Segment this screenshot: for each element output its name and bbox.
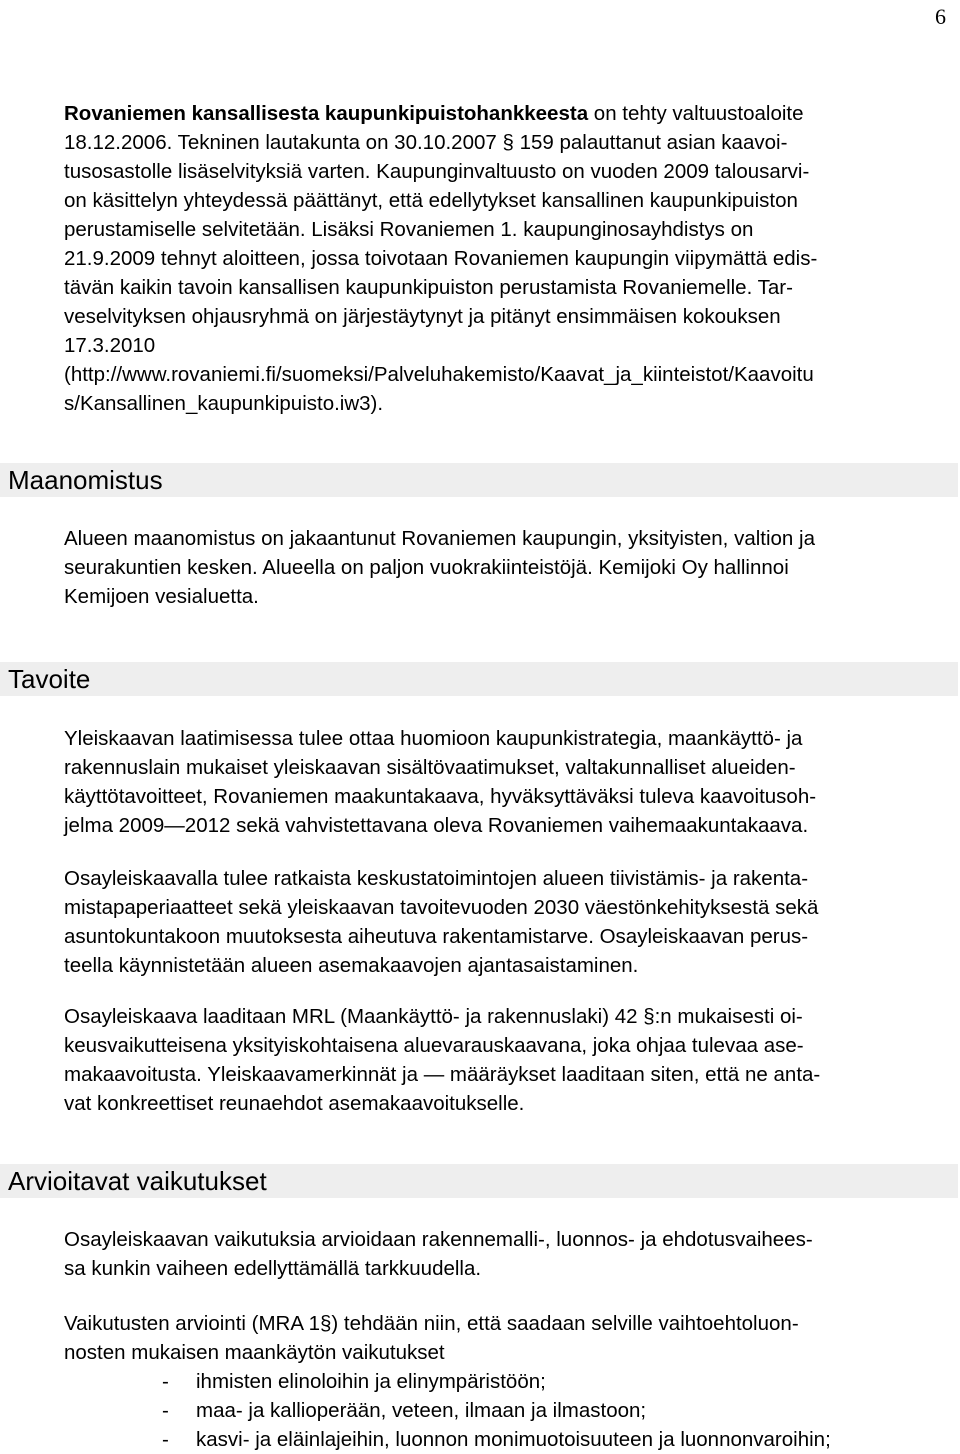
project-name: Rovaniemen kansallisesta kaupunkipuistohankkeesta <box>64 102 589 125</box>
dash-bullet: - <box>162 1428 169 1451</box>
text-line: Osayleiskaavan vaikutuksia arvioidaan rakennemalli-, luonnos- ja ehdotusvaihees- <box>64 1228 813 1251</box>
intro-url-line: (http://www.rovaniemi.fi/suomeksi/Palveluhakemisto/Kaavat_ja_kiinteistot/Kaavoitu <box>64 363 814 386</box>
text-line: makaavoitusta. Yleiskaavamerkinnät ja — määräykset laaditaan siten, että ne anta- <box>64 1063 821 1086</box>
intro-line: 18.12.2006. Tekninen lautakunta on 30.10.2007 § 159 palauttanut asian kaavoi- <box>64 131 788 154</box>
intro-line: veselvityksen ohjausryhmä on järjestäytynyt ja pitänyt ensimmäisen kokouksen <box>64 305 781 328</box>
intro-line: 21.9.2009 tehnyt aloitteen, jossa toivotaan Rovaniemen kaupungin viipymättä edis- <box>64 247 818 270</box>
text-line: vat konkreettiset reunaehdot asemakaavoitukselle. <box>64 1092 525 1115</box>
heading-tavoite: Tavoite <box>0 662 958 696</box>
text-line: asuntokuntakoon muutoksesta aiheutuva rakentamistarve. Osayleiskaavan perus- <box>64 925 809 948</box>
list-item: - maa- ja kallioperään, veteen, ilmaan ja ilmastoon; <box>64 1396 954 1425</box>
text-line: Kemijoen vesialuetta. <box>64 585 259 608</box>
text-line: käyttötavoitteet, Rovaniemen maakuntakaava, hyväksyttäväksi tuleva kaavoitusoh- <box>64 785 817 808</box>
text-line: Alueen maanomistus on jakaantunut Rovaniemen kaupungin, yksityisten, valtion ja <box>64 527 815 550</box>
text-line: jelma 2009—2012 sekä vahvistettavana oleva Rovaniemen vaihemaakuntakaava. <box>64 814 809 837</box>
tavoite-paragraph-1 <box>64 724 954 840</box>
vaikutukset-paragraph-1 <box>64 1225 954 1283</box>
intro-line: tusosastolle lisäselvityksiä varten. Kaupunginvaltuusto on vuoden 2009 talousarvi- <box>64 160 810 183</box>
tavoite-paragraph-2 <box>64 864 954 980</box>
text-line: sa kunkin vaiheen edellyttämällä tarkkuudella. <box>64 1257 482 1280</box>
maanomistus-paragraph <box>64 524 954 611</box>
list-item: - ihmisten elinoloihin ja elinympäristöön; <box>64 1367 954 1396</box>
intro-url-line: s/Kansallinen_kaupunkipuisto.iw3). <box>64 392 384 415</box>
heading-arvioitavat-vaikutukset: Arvioitavat vaikutukset <box>0 1164 958 1198</box>
intro-line: on käsittelyn yhteydessä päättänyt, että edellytykset kansallinen kaupunkipuiston <box>64 189 798 212</box>
vaikutukset-paragraph-2 <box>64 1309 954 1454</box>
text-line: rakennuslain mukaiset yleiskaavan sisältövaatimukset, valtakunnalliset alueiden- <box>64 756 796 779</box>
text-line: nosten mukaisen maankäytön vaikutukset <box>64 1341 445 1364</box>
text-line: keusvaikutteisena yksityiskohtaisena aluevarauskaavana, joka ohjaa tulevaa ase- <box>64 1034 804 1057</box>
dash-bullet: - <box>162 1399 169 1422</box>
intro-line: Rovaniemen kansallisesta kaupunkipuistohankkeesta on tehty valtuustoaloite <box>64 102 804 125</box>
dash-bullet: - <box>162 1370 169 1393</box>
tavoite-paragraph-3 <box>64 1002 954 1118</box>
intro-line: tävän kaikin tavoin kansallisen kaupunkipuiston perustamista Rovaniemelle. Tar- <box>64 276 793 299</box>
page-number: 6 <box>935 4 946 29</box>
text-line: Vaikutusten arviointi (MRA 1§) tehdään niin, että saadaan selville vaihtoehtoluon- <box>64 1312 799 1335</box>
text-line: teella käynnistetään alueen asemakaavojen ajantasaistaminen. <box>64 954 639 977</box>
list-item: - kasvi- ja eläinlajeihin, luonnon monimuotoisuuteen ja luonnonvaroihin; <box>64 1425 954 1454</box>
text-line: Osayleiskaavalla tulee ratkaista keskustatoimintojen alueen tiivistämis- ja rakenta- <box>64 867 809 890</box>
text-line: mistapaperiaatteet sekä yleiskaavan tavoitevuoden 2030 väestönkehityksestä sekä <box>64 896 819 919</box>
intro-paragraph <box>64 99 954 418</box>
text-line: Osayleiskaava laaditaan MRL (Maankäyttö- ja rakennuslaki) 42 §:n mukaisesti oi- <box>64 1005 803 1028</box>
text-line: seurakuntien kesken. Alueella on paljon vuokrakiinteistöjä. Kemijoki Oy hallinnoi <box>64 556 789 579</box>
text-line: Yleiskaavan laatimisessa tulee ottaa huomioon kaupunkistrategia, maankäyttö- ja <box>64 727 803 750</box>
intro-line: perustamiselle selvitetään. Lisäksi Rovaniemen 1. kaupunginosayhdistys on <box>64 218 754 241</box>
intro-line: 17.3.2010 <box>64 334 156 357</box>
heading-maanomistus: Maanomistus <box>0 463 958 497</box>
